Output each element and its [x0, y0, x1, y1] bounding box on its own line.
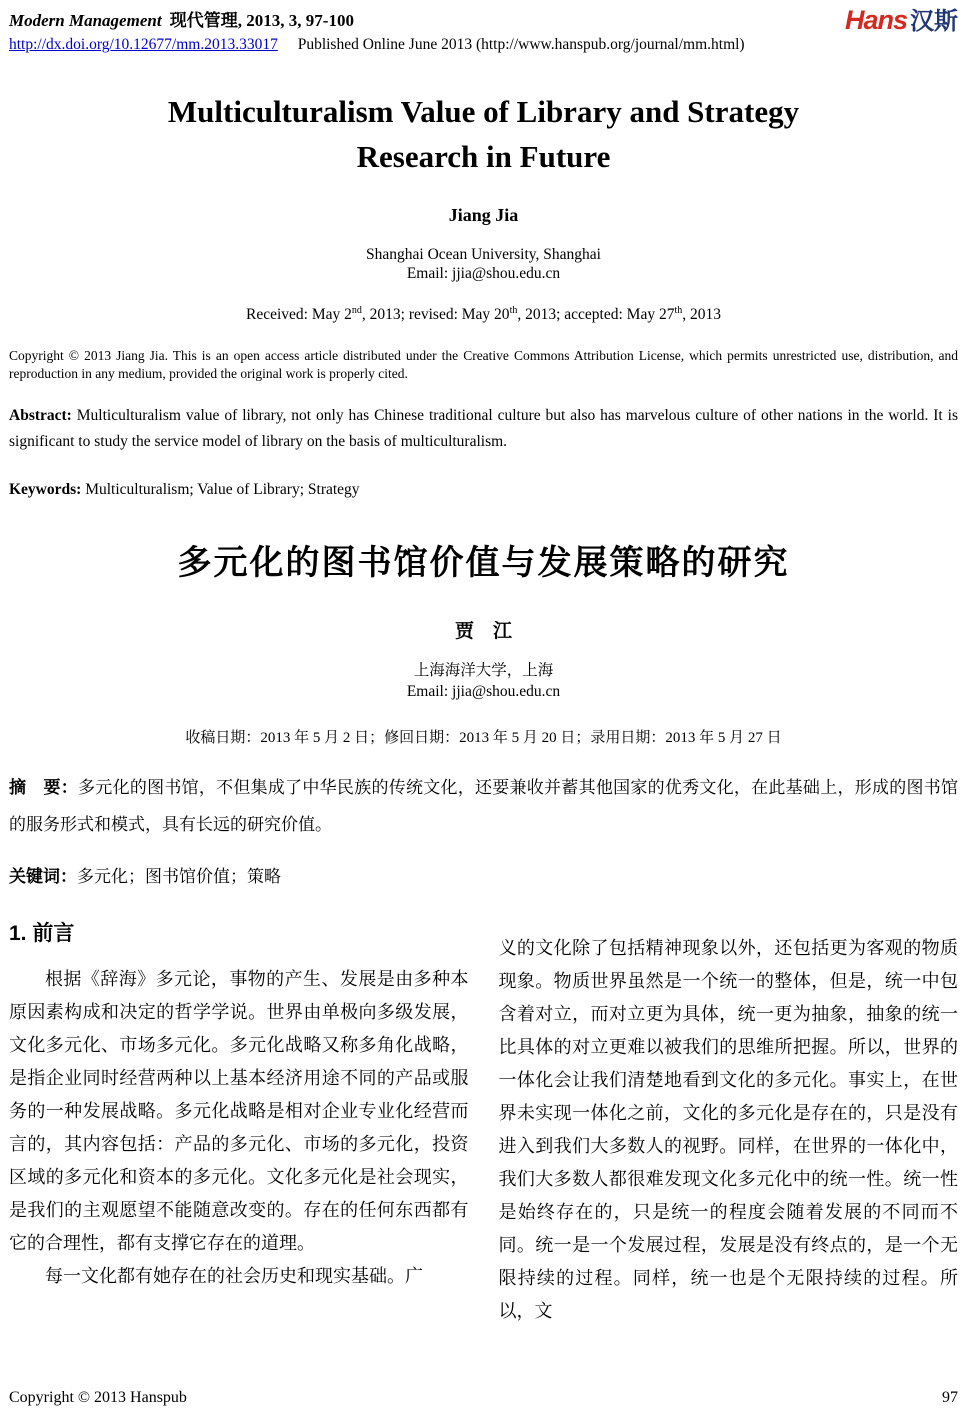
received-dates-zh: 收稿日期：2013 年 5 月 2 日；修回日期：2013 年 5 月 20 日；录用日期：2013 年 5 月 27 日	[185, 730, 782, 746]
abstract-label-zh: 摘 要：	[9, 778, 79, 797]
body-column-left	[9, 917, 469, 1328]
journal-header-left	[9, 6, 745, 54]
body-columns	[9, 917, 958, 1328]
journal-doi-line	[9, 36, 745, 54]
keywords-text-zh: 多元化；图书馆价值；策略	[77, 866, 281, 886]
abstract-en	[9, 403, 958, 453]
body-paragraph: 义的文化除了包括精神现象以外，还包括更为客观的物质现象。物质世界虽然是一个统一的整体，但是，统一中包含着对立，而对立更为具体，统一更为抽象，抽象的统一比具体的对立更难以被我们的思维所把握。所以，世界的一体化会让我们清楚地看到文化的多元化。事实上，在世界未实现一体化之前，文化的多元化是存在的，只是没有进入到我们大多数人的视野。同样，在世界的一体化中，我们大多数人都很难发现文化多元化中的统一性。统一性是始终存在的，只是统一的程度会随着发展的不同而不同。统一是一个发展过程，发展是没有终点的，是一个无限持续的过程。同样，统一也是个无限持续的过程。所以，文	[498, 937, 958, 1321]
hanspub-logo	[845, 7, 958, 34]
hanspub-logo-hans-icon: Hans	[844, 5, 907, 35]
abstract-text-en: Multiculturalism value of library, not only has Chinese traditional culture but also has marvelous culture of other nations in the world. It is significant to study the service model of library on the basis of multiculturalism.	[9, 407, 958, 450]
article-title-en-line1: Multiculturalism Value of Library and Strategy	[167, 94, 800, 129]
article-title-en-line2: Research in Future	[356, 138, 611, 174]
author-email-en: Email: jjia@shou.edu.cn	[406, 265, 561, 283]
footer-copyright: Copyright © 2013 Hanspub	[9, 1389, 187, 1406]
author-email-zh: Email: jjia@shou.edu.cn	[406, 683, 561, 701]
affiliation-en: Shanghai Ocean University, Shanghai	[366, 245, 601, 263]
affiliation-block-en	[9, 245, 958, 284]
article-title-zh: 多元化的图书馆价值与发展策略的研究	[177, 543, 790, 582]
ordinal-sup: nd	[351, 304, 362, 316]
author-name-zh: 贾 江	[454, 620, 512, 642]
received-dates-en	[9, 305, 958, 324]
ordinal-sup: th	[674, 304, 683, 316]
received-text: , 2013; revised: May 20	[361, 305, 510, 323]
abstract-zh	[9, 769, 958, 844]
journal-title-line	[9, 6, 745, 31]
journal-name-en: Modern Management	[9, 11, 162, 30]
page-footer	[9, 1389, 958, 1407]
received-text: Received: May 2	[246, 305, 352, 323]
published-online-text: Published Online June 2013 (http://www.hanspub.org/journal/mm.html)	[297, 36, 745, 53]
footer-page-number: 97	[942, 1389, 958, 1406]
journal-issue-info: 现代管理, 2013, 3, 97-100	[169, 11, 354, 30]
body-paragraph: 根据《辞海》多元论，事物的产生、发展是由多种本原因素构成和决定的哲学学说。世界由单极向多级发展，文化多元化、市场多元化。多元化战略又称多角化战略，是指企业同时经营两种以上基本经济用途不同的产品或服务的一种发展战略。多元化战略是相对企业专业化经营而言的，其内容包括：产品的多元化、市场的多元化，投资区域的多元化和资本的多元化。文化多元化是社会现实，是我们的主观愿望不能随意改变的。存在的任何东西都有它的合理性，都有支撑它存在的道理。	[9, 968, 469, 1253]
keywords-label-en: Keywords:	[9, 480, 82, 498]
affiliation-block-zh	[9, 660, 958, 703]
hanspub-logo-hanzi-icon: 汉斯	[910, 8, 958, 35]
abstract-text-zh: 多元化的图书馆，不但集成了中华民族的传统文化，还要兼收并蓄其他国家的优秀文化，在此基础上，形成的图书馆的服务形式和模式，具有长远的研究价值。	[9, 778, 959, 835]
section-heading-1: 1. 前言	[9, 921, 75, 945]
article-title-en	[9, 90, 958, 180]
affiliation-zh: 上海海洋大学，上海	[413, 661, 554, 679]
received-text: , 2013	[682, 305, 721, 323]
body-column-right	[499, 917, 959, 1328]
doi-link[interactable]: http://dx.doi.org/10.12677/mm.2013.33017	[9, 36, 278, 53]
copyright-notice: Copyright © 2013 Jiang Jia. This is an open access article distributed under the Creative Commons Attribution License, which permits unrestricted use, distribution, and reproduction in any medium, provided the original work is properly cited.	[9, 347, 958, 381]
author-name-en: Jiang Jia	[448, 204, 519, 225]
keywords-text-en: Multiculturalism; Value of Library; Strategy	[85, 480, 360, 498]
body-paragraph: 每一文化都有她存在的社会历史和现实基础。广	[45, 1265, 423, 1286]
keywords-en	[9, 481, 958, 499]
received-text: , 2013; accepted: May 27	[517, 305, 675, 323]
keywords-label-zh: 关键词：	[9, 866, 77, 886]
ordinal-sup: th	[509, 304, 518, 316]
abstract-label-en: Abstract:	[9, 407, 72, 425]
keywords-zh	[9, 862, 958, 887]
journal-header	[9, 6, 958, 54]
